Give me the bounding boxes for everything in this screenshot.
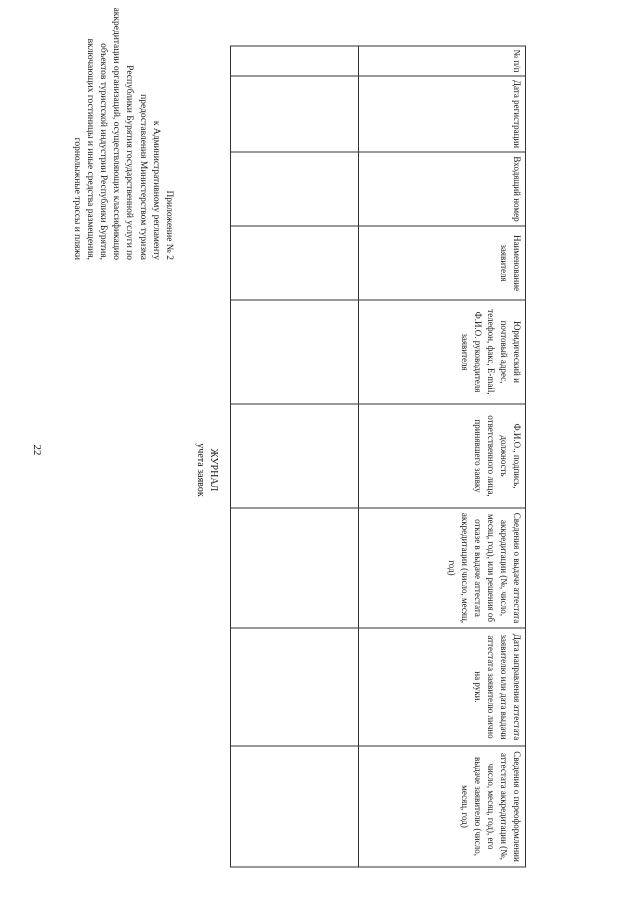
appendix-line: включающих гостиницы и иные средства размещения, (84, 38, 95, 260)
column-header-applicant-name: Наименование заявителя (359, 226, 526, 300)
table-header-row (359, 46, 526, 867)
appendix-line: Республики Бурятия государственной услуги по (124, 65, 135, 260)
appendix-line: аккредитации организаций, осуществляющих классификацию (111, 7, 121, 260)
column-header-responsible-person: Ф.И.О., подпись, должность ответственного лица, принявшего заявку (359, 404, 526, 508)
appendix-line: Приложение № 2 (163, 190, 174, 260)
appendix-header (69, 0, 175, 260)
page-number: 22 (31, 444, 43, 456)
journal-subtitle: учета заявок (195, 443, 206, 497)
column-header-number: № п/п (359, 46, 526, 76)
column-header-certificate-reissue: Сведения о переоформлении аттестата аккредитации (№, число, месяц, год), его выдаче заявителю (число, месяц, год) (359, 746, 526, 867)
table-cell (231, 76, 359, 152)
table-cell (231, 746, 359, 867)
table-cell (231, 46, 359, 76)
table-row (231, 46, 359, 867)
column-header-registration-date: Дата регистрации (359, 76, 526, 152)
table-cell (231, 508, 359, 628)
table-cell (231, 226, 359, 300)
journal-table-wrapper (230, 46, 526, 867)
appendix-line: предоставления Министерством туризма (137, 94, 148, 260)
table-cell (231, 628, 359, 746)
journal-title: ЖУРНАЛ (208, 448, 219, 492)
table-cell (231, 300, 359, 404)
appendix-line: горнолыжные трассы и пляжи (71, 137, 82, 260)
appendix-line: объектов туристской индустрии Республики Бурятия, (97, 43, 108, 260)
journal-title-block (194, 443, 220, 496)
table-cell (231, 152, 359, 226)
appendix-line: к Административному регламенту (150, 120, 161, 260)
column-header-applicant-address: Юридический и почтовый адрес, телефон, факс, E-mail, Ф.И.О. руководителя заявителя (359, 300, 526, 404)
column-header-certificate-delivery: Дата направления аттестата заявителю или дата выдачи аттестата заявителю лично на руки. (359, 628, 526, 746)
column-header-incoming-number: Входящий номер (359, 152, 526, 226)
column-header-certificate-issue: Сведения о выдаче аттестата аккредитации (№, число, месяц, год), или решения об отказе в выдаче аттестата аккредитации (число, месяц, год) (359, 508, 526, 628)
table-cell (231, 404, 359, 508)
journal-table (230, 46, 526, 868)
